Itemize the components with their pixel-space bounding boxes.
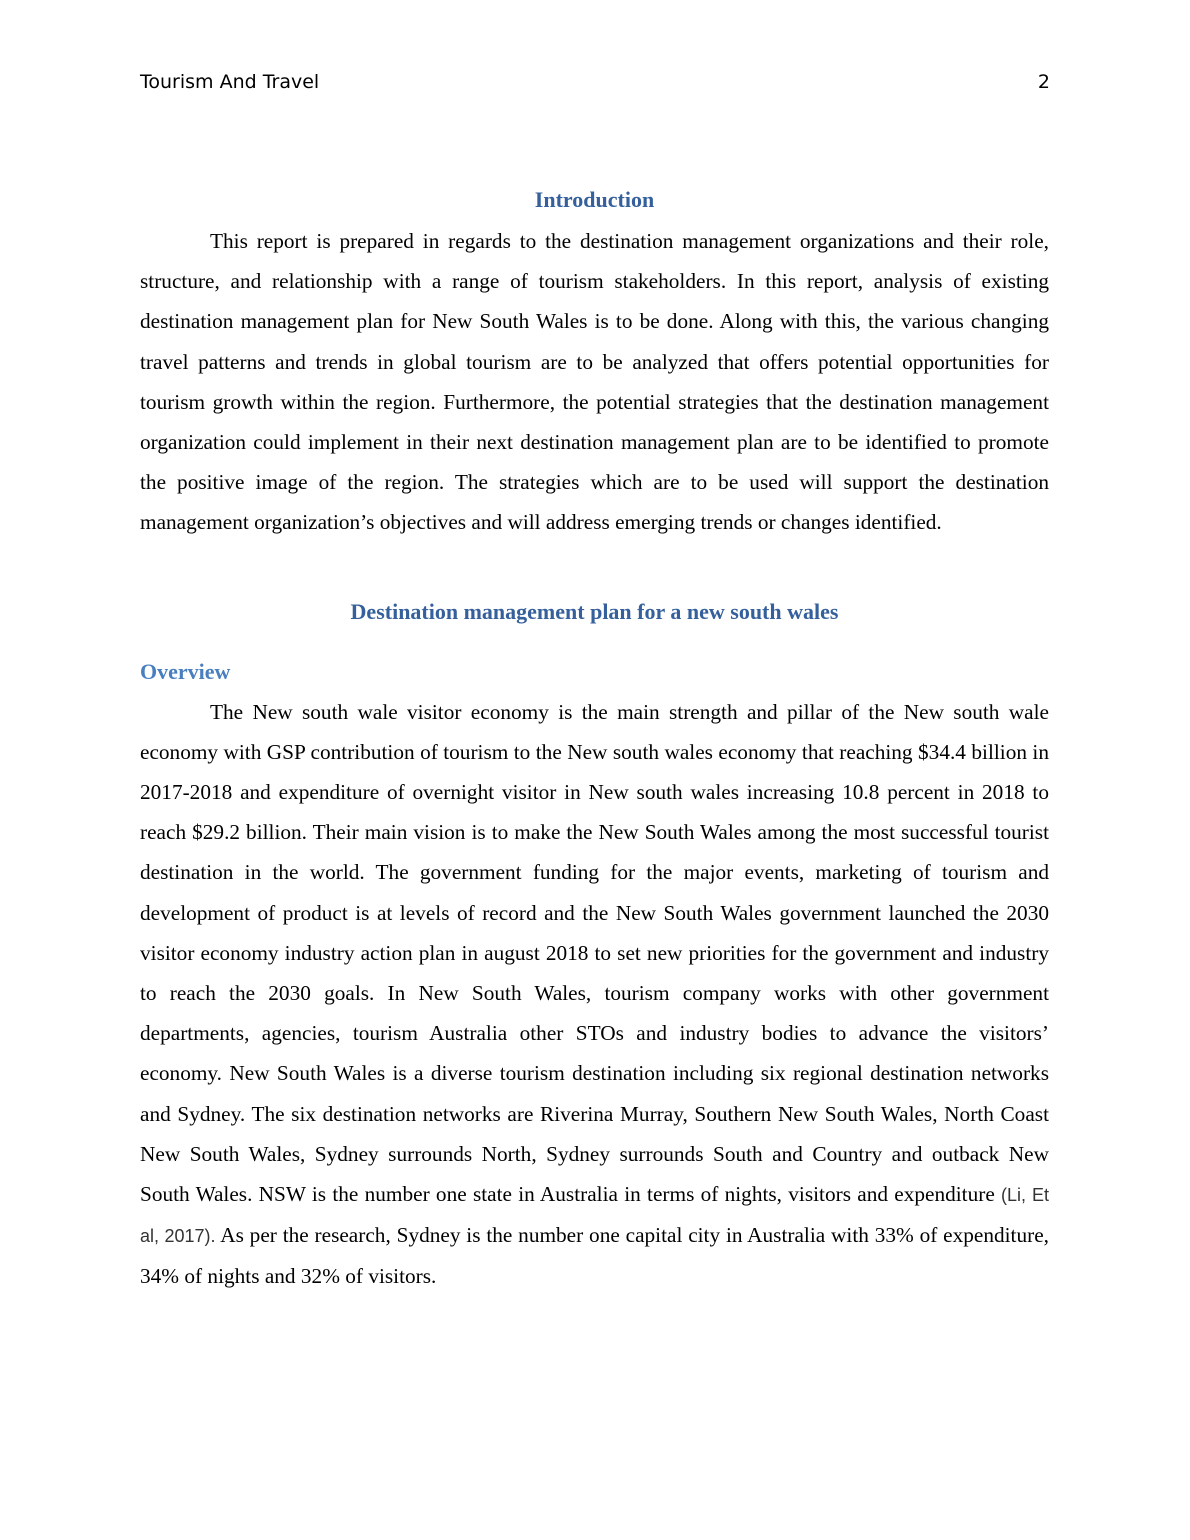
dmp-section-heading: Destination management plan for a new south wales xyxy=(350,598,839,624)
overview-text-part1: The New south wale visitor economy is the main strength and pillar of the New south wale economy with GSP contribution of tourism to the New south wales economy that reaching $34.4 billion in 2017-2018 and expenditure of overnight visitor in New south wales increasing 10.8 percent in 2018 to reach $29.2 billion. Their main vision is to make the New South Wales among the most successful tourist destination in the world. The government funding for the major events, marketing of tourism and development of product is at levels of record and the New South Wales government launched the 2030 visitor economy industry action plan in august 2018 to set new priorities for the government and industry to reach the 2030 goals. In New South Wales, tourism company works with other government departments, agencies, tourism Australia other STOs and industry bodies to advance the visitors’ economy. New South Wales is a diverse tourism destination including six regional destination networks and Sydney. The six destination networks are Riverina Murray, Southern New South Wales, North Coast New South Wales, Sydney surrounds North, Sydney surrounds South and Country and outback New South Wales. NSW is the number one state in Australia in terms of nights, visitors and expenditure xyxy=(140,699,1049,1207)
document-body xyxy=(140,184,1049,1297)
overview-paragraph xyxy=(140,692,1049,1297)
overview-text-part2: As per the research, Sydney is the number one capital city in Australia with 33% of expenditure, 34% of nights and 32% of visitors. xyxy=(140,1223,1049,1289)
citation: (Li, Et al, 2017). xyxy=(140,1185,1049,1247)
overview-heading: Overview xyxy=(140,658,231,684)
running-header-title: Tourism And Travel xyxy=(140,71,320,93)
page-number: 2 xyxy=(1037,71,1050,93)
introduction-paragraph: This report is prepared in regards to the destination management organizations and their role, structure, and relationship with a range of tourism stakeholders. In this report, analysis of existing destination management plan for New South Wales is to be done. Along with this, the various changing travel patterns and trends in global tourism are to be analyzed that offers potential opportunities for tourism growth within the region. Furthermore, the potential strategies that the destination management organization could implement in their next destination management plan are to be identified to promote the positive image of the region. The strategies which are to be used will support the destination management organization’s objectives and will address emerging trends or changes identified. xyxy=(140,229,1049,535)
introduction-heading: Introduction xyxy=(534,187,655,212)
